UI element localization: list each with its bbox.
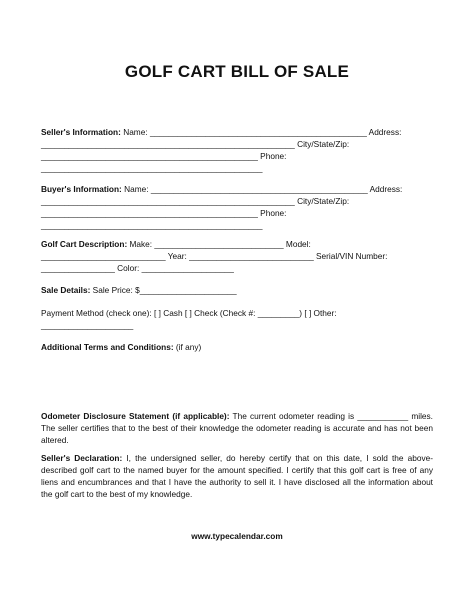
payment-method-line: Payment Method (check one): [ ] Cash [ ] Check (Check #: _________) [ ] Other: (41, 308, 337, 318)
seller-phone-line: ________________________________________________ (41, 163, 263, 173)
additional-terms-note: (if any) (173, 342, 202, 352)
seller-information-section (41, 126, 433, 174)
cart-description-section (41, 238, 433, 274)
sale-details-label: Sale Details: (41, 285, 91, 295)
additional-terms-label: Additional Terms and Conditions: (41, 342, 174, 352)
odometer-disclosure-text: The current odometer reading is ___________ miles. The seller certifies that to the best of their knowledge the odometer reading is accurate and has not been altered. (41, 411, 433, 445)
footer-url: www.typecalendar.com (191, 531, 283, 541)
buyer-information-label: Buyer's Information: (41, 184, 122, 194)
cart-color-line: ________________ Color: ____________________ (41, 263, 234, 273)
buyer-name-address-line: Name: _______________________________________________ Address: (121, 184, 403, 194)
seller-city-line: _______________________________________________ Phone: (41, 151, 287, 161)
seller-declaration-label: Seller's Declaration: (41, 453, 123, 463)
cart-year-vin-line: ___________________________ Year: ___________________________ Serial/VIN Number: (41, 251, 388, 261)
odometer-disclosure-paragraph (41, 410, 433, 446)
cart-make-model-line: Make: ____________________________ Model: (127, 239, 311, 249)
seller-address-line: _______________________________________________________ City/State/Zip: (41, 139, 350, 149)
buyer-information-section (41, 183, 433, 231)
seller-declaration-text: I, the undersigned seller, do hereby certify that on this date, I sold the above-described golf cart to the named buyer for the amount specified. I certify that this golf cart is free of any liens and encumbrances and that I have the authority to sell it. I have disclosed all the information about the golf cart to the best of my knowledge. (41, 453, 433, 499)
cart-description-label: Golf Cart Description: (41, 239, 128, 249)
buyer-city-line: _______________________________________________ Phone: (41, 208, 287, 218)
sale-price-line: Sale Price: $_____________________ (90, 285, 237, 295)
buyer-address-line: _______________________________________________________ City/State/Zip: (41, 196, 350, 206)
seller-declaration-paragraph (41, 452, 433, 500)
seller-name-address-line: Name: _______________________________________________ Address: (120, 127, 402, 137)
odometer-disclosure-label: Odometer Disclosure Statement (if applicable): (41, 411, 230, 421)
sale-details-section (41, 284, 433, 296)
buyer-phone-line: ________________________________________________ (41, 220, 263, 230)
seller-information-label: Seller's Information: (41, 127, 121, 137)
document-title: GOLF CART BILL OF SALE (124, 62, 350, 81)
payment-other-line: ____________________ (41, 320, 134, 330)
additional-terms-section (41, 341, 433, 353)
payment-method-section (41, 307, 433, 331)
